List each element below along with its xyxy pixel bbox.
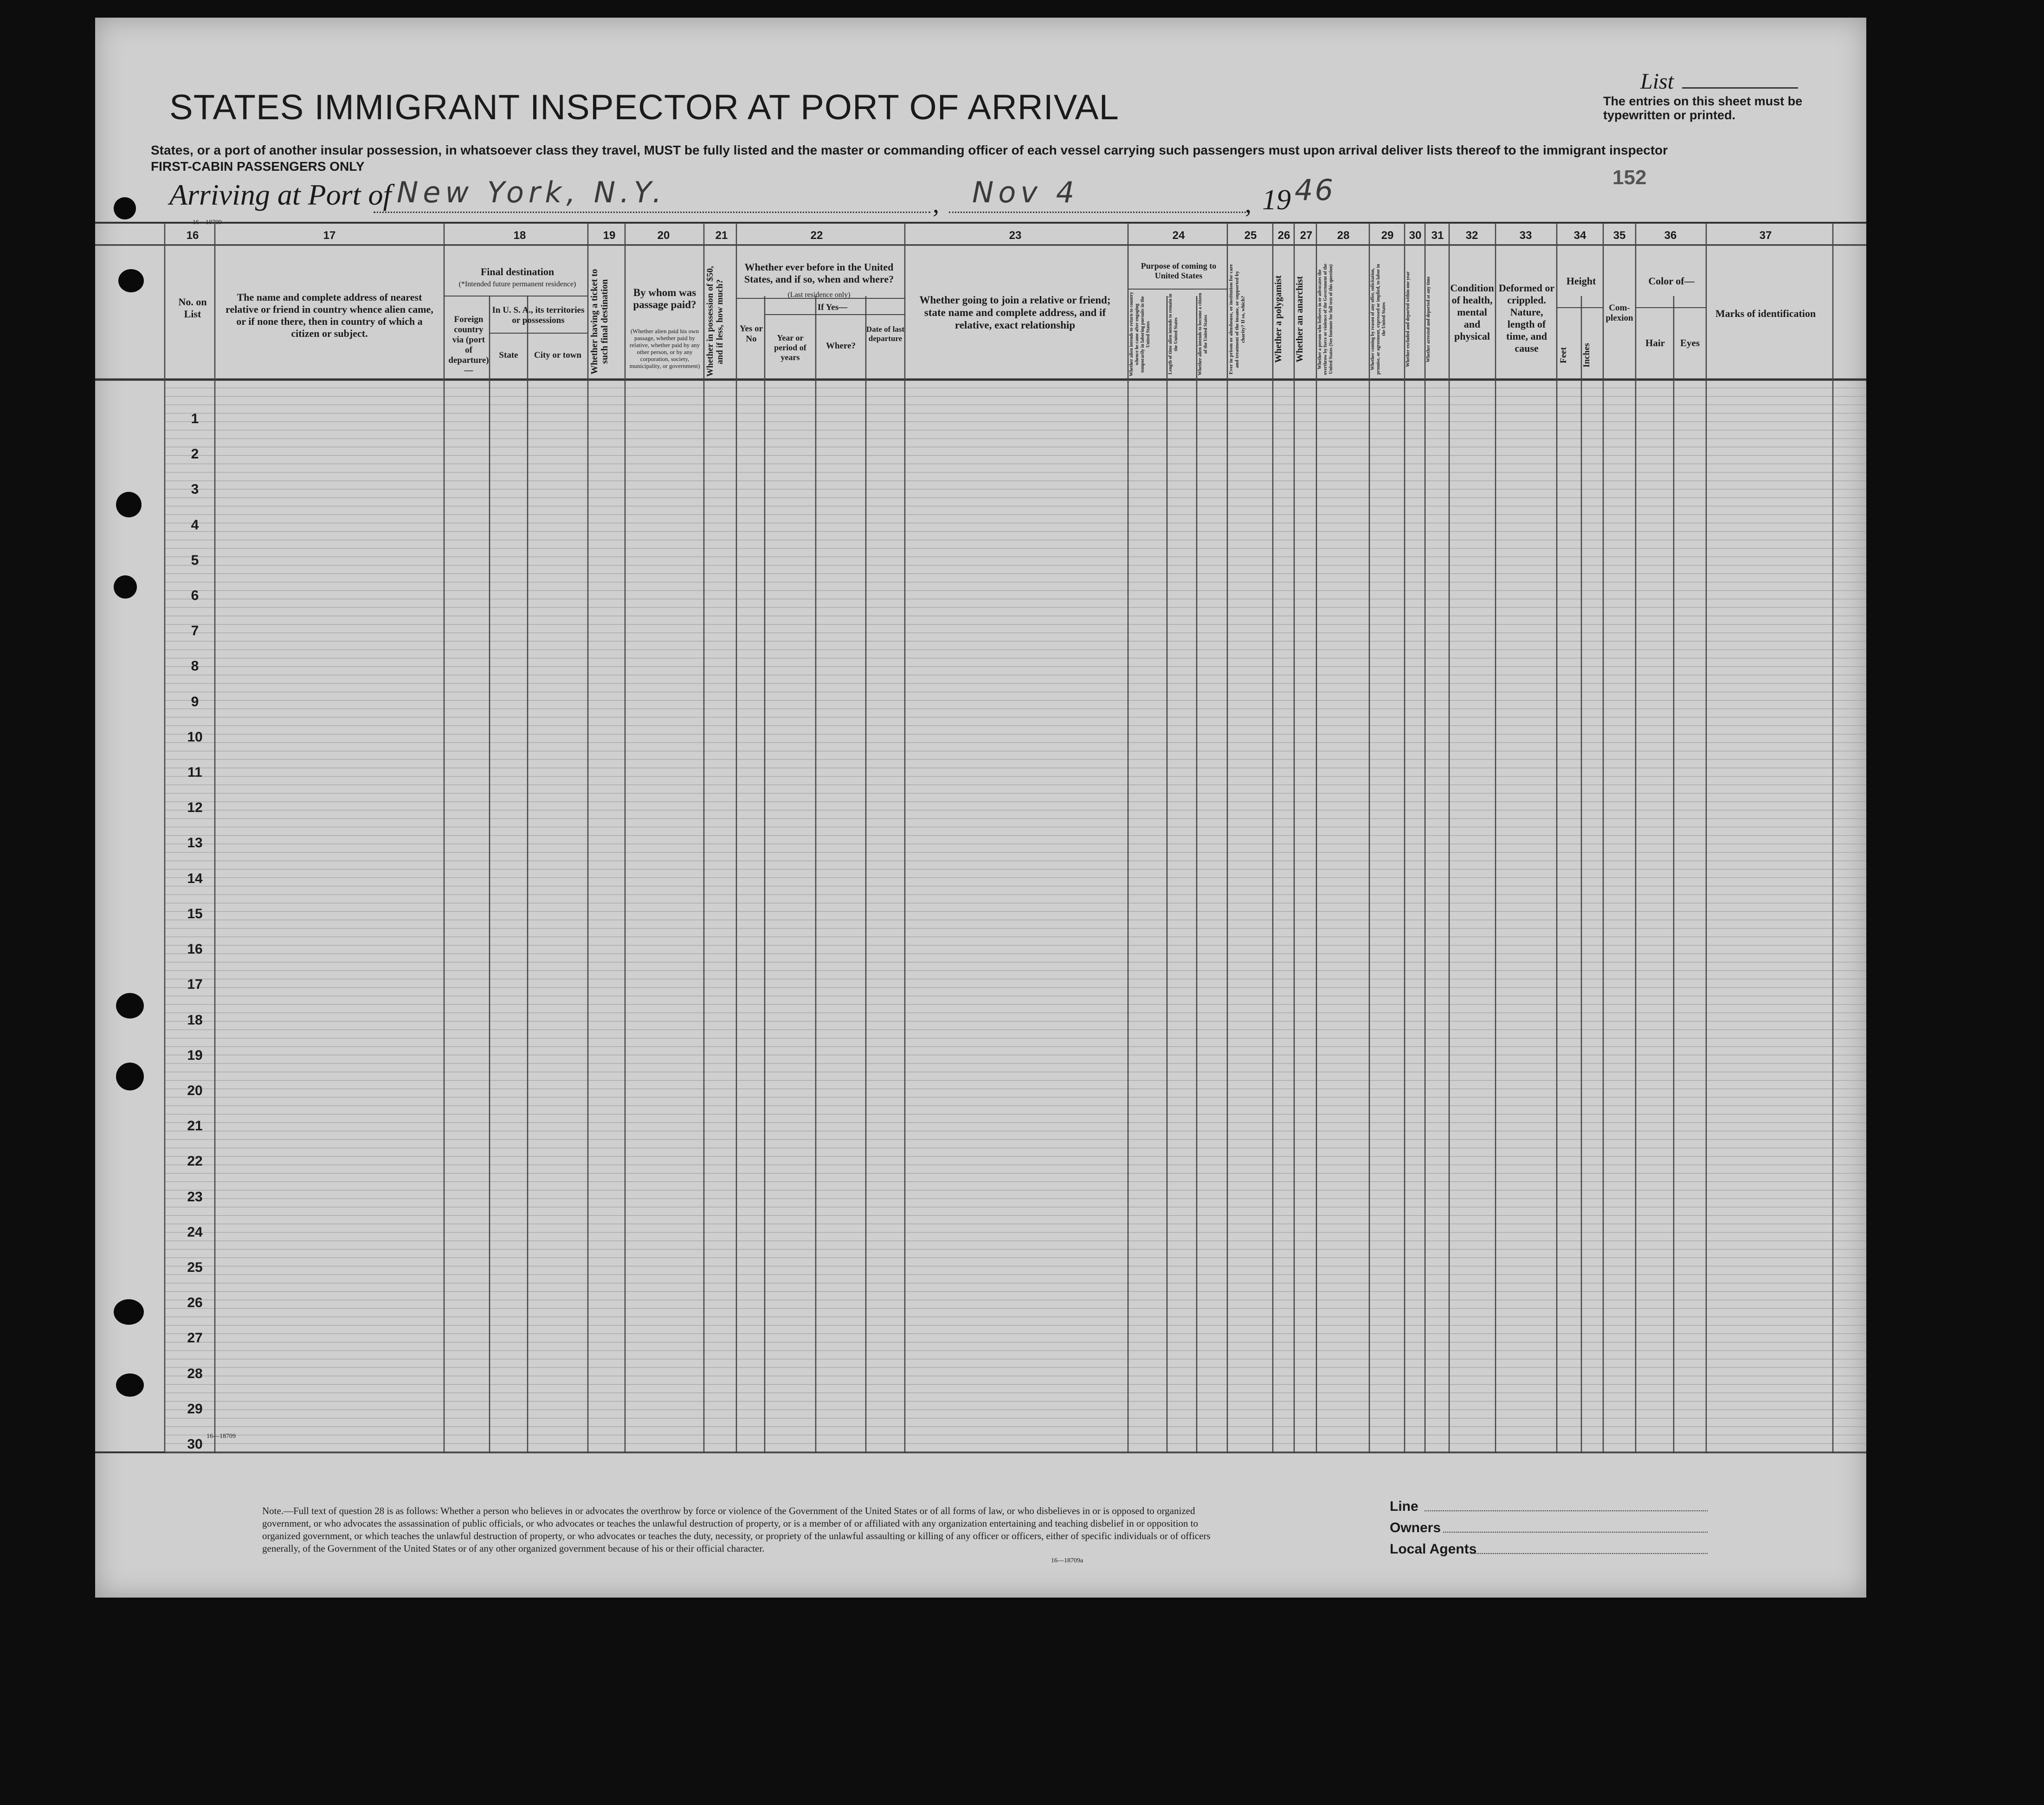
row-number: 17 [187, 977, 203, 993]
row-number: 2 [191, 446, 199, 462]
col-num-28: 28 [1337, 229, 1350, 242]
footnote: Note.—Full text of question 28 is as follows: Whether a person who believes in or advocates the overthrow by force or violence of the Government of the United States or of all forms of law, or who disbelieves in or is opposed to organized government, or who advocates the assassination of public officials, or who advocates or teaches the unlawful destruction of property, or is a member of or affiliated with any organization entertaining and teaching disbelief in or opposition to organized government, or which teaches the unlawful destruction of property, or who advocates or teaches the duty, necessity, or propriety of the unlawful assaulting or killing of any officer or officers, either of specific individuals or of officers generally, of the Government of the United States or of any other organized government because of his or their official character. [262, 1505, 1211, 1554]
agents-field [1471, 1553, 1708, 1554]
binder-hole [118, 269, 144, 292]
header-nearest-relative: The name and complete address of nearest relative or friend in country whence alien came, or if none there, then in country of which a citizen or subject. [226, 291, 433, 339]
list-label: List [1640, 69, 1674, 94]
binder-hole [116, 1373, 144, 1397]
header-period: Year or period of years [774, 333, 806, 362]
row-number: 16 [187, 941, 203, 957]
col-num-16: 16 [186, 229, 199, 242]
header-purpose-return: Whether alien intends to return to country whence he came after engaging temporarily in laboring pursuits in the United States [1129, 292, 1151, 377]
row-number: 8 [191, 658, 199, 674]
header-purpose-length: Length of time alien intends to remain in the United States [1168, 294, 1179, 375]
col-num-26: 26 [1277, 229, 1290, 242]
header-height: Height [1566, 275, 1596, 287]
col-num-27: 27 [1300, 229, 1313, 242]
header-purpose-citizen: Whether alien intends to become a citizen of the United States [1198, 293, 1208, 376]
col-num-22: 22 [810, 229, 823, 242]
col-num-36: 36 [1664, 229, 1677, 242]
header-health: Condition of health, mental and physical [1450, 282, 1494, 342]
row-number: 24 [187, 1224, 203, 1240]
owners-label: Owners [1390, 1520, 1441, 1535]
header-deformed: Deformed or crippled. Nature, length of time, and cause [1498, 282, 1555, 354]
row-number: 6 [191, 588, 199, 604]
row-number: 29 [187, 1401, 203, 1417]
sheet-number: 152 [1612, 166, 1647, 189]
port-value: New York, N.Y. [397, 175, 666, 209]
header-in-usa: In U. S. A., its territories or possessions [492, 305, 585, 325]
table-grid [95, 18, 1866, 1595]
header-feet: Feet [1559, 347, 1568, 363]
row-number: 25 [187, 1259, 203, 1275]
row-number: 13 [187, 835, 203, 851]
year-prefix: 19 [1262, 184, 1291, 216]
col-num-20: 20 [657, 229, 670, 242]
comma-separator-2: , [1245, 190, 1251, 219]
col-num-23: 23 [1009, 229, 1022, 242]
binder-hole [116, 993, 144, 1019]
col-num-35: 35 [1613, 229, 1626, 242]
binder-hole [114, 197, 136, 219]
header-eyes: Eyes [1680, 337, 1700, 348]
col-num-30: 30 [1409, 229, 1422, 242]
row-number: 20 [187, 1083, 203, 1098]
form-code-bottom: 16—18709a [1051, 1557, 1083, 1564]
row-number: 5 [191, 552, 199, 568]
col-num-37: 37 [1759, 229, 1772, 242]
header-hair: Hair [1645, 337, 1665, 348]
col-num-29: 29 [1381, 229, 1394, 242]
header-labor-offer: Whether coming by reason of any offer, solicitation, promise, or agreement, expressed or implied, to labor in the United States [1370, 264, 1386, 375]
col-num-32: 32 [1465, 229, 1478, 242]
header-complexion: Com-plexion [1606, 303, 1633, 323]
row-number: 11 [187, 765, 202, 780]
header-inches: Inches [1582, 343, 1592, 367]
header-polygamist: Whether a polygamist [1273, 275, 1283, 363]
header-passage-paid-note: (Whether alien paid his own passage, whether paid by relative, whether paid by any other person, or by any corporation, society, municipality, or government) [629, 328, 700, 369]
header-purpose: Purpose of coming to United States [1141, 261, 1217, 280]
row-number: 15 [187, 906, 203, 922]
col-num-34: 34 [1573, 229, 1586, 242]
date-value: Nov 4 [972, 175, 1079, 209]
header-ever-before-note: (Last residence only) [787, 291, 851, 299]
header-ticket: Whether having a ticket to such final destination [589, 269, 610, 374]
binder-hole [114, 1299, 144, 1325]
entries-note: The entries on this sheet must be typewritten or printed. [1603, 94, 1803, 122]
binder-hole [114, 575, 137, 599]
header-final-destination-note: (*Intended future permanent residence) [458, 280, 576, 288]
row-number: 1 [191, 411, 199, 426]
col-num-21: 21 [715, 229, 728, 242]
col-num-17: 17 [323, 229, 336, 242]
header-date-departure: Date of last departure [866, 325, 905, 343]
row-number: 9 [191, 694, 199, 709]
binder-hole [116, 492, 142, 517]
header-fifty-dollars: Whether in possession of $50, and if less, how much? [705, 266, 725, 377]
header-if-yes: If Yes— [817, 303, 848, 312]
line-label: Line [1390, 1499, 1419, 1514]
row-number: 7 [191, 623, 199, 639]
comma-separator: , [933, 190, 939, 219]
row-number: 18 [187, 1012, 203, 1028]
header-foreign-country: Foreign country via (port of departure)— [448, 315, 489, 375]
row-number: 21 [187, 1118, 203, 1134]
row-number: 10 [187, 729, 203, 745]
header-yes-no: Yes or No [739, 324, 763, 344]
header-color-of: Color of— [1648, 275, 1695, 287]
row-number: 4 [191, 517, 199, 533]
header-passage-paid: By whom was passage paid? [633, 287, 696, 310]
header-marks: Marks of identification [1715, 308, 1816, 319]
page-title: STATES IMMIGRANT INSPECTOR AT PORT OF ARRIVAL [169, 88, 1119, 127]
header-join-relative: Whether going to join a relative or friend; state name and complete address, and if relative, exact relationship [919, 294, 1111, 331]
row-number: 19 [187, 1047, 203, 1063]
header-no-on-list: No. on List [178, 296, 207, 320]
form-code: 16—18709 [193, 219, 222, 226]
row-number: 30 [187, 1437, 203, 1452]
instruction-line: States, or a port of another insular possession, in whatsoever class they travel, MUST be fully listed and the master or commanding officer of each vessel carrying such passengers must upon arrival deliver lists thereof to the immigrant inspector [151, 143, 1668, 157]
class-line: FIRST-CABIN PASSENGERS ONLY [151, 159, 365, 174]
owners-field [1443, 1532, 1708, 1533]
row-number: 27 [187, 1330, 203, 1346]
row-number: 22 [187, 1154, 203, 1169]
col-num-24: 24 [1172, 229, 1185, 242]
header-city: City or town [534, 350, 582, 360]
col-num-19: 19 [603, 229, 616, 242]
header-arrested: Whether arrested and deported at any time [1426, 276, 1431, 362]
col-num-18: 18 [513, 229, 526, 242]
agents-label: Local Agents [1390, 1541, 1477, 1557]
row-number: 28 [187, 1366, 203, 1381]
row-number: 23 [187, 1189, 203, 1205]
header-ever-before: Whether ever before in the United States, and if so, when and where? [744, 261, 894, 285]
row-number: 3 [191, 482, 199, 497]
row-number: 12 [187, 800, 203, 816]
col-num-31: 31 [1431, 229, 1444, 242]
header-prison: Ever in prison or almshouse, or institution for care and treatment of the insane, or supported by charity? If so, which? [1228, 264, 1246, 374]
header-excluded: Whether excluded and deported within one year [1406, 271, 1411, 367]
header-anarchist: Whether an anarchist [1295, 276, 1305, 362]
col-num-25: 25 [1244, 229, 1257, 242]
binder-hole [116, 1063, 144, 1090]
arriving-label: Arriving at Port of [169, 178, 392, 211]
row-number: 14 [187, 870, 203, 886]
header-final-destination: Final destination [480, 266, 555, 277]
header-state: State [499, 350, 518, 360]
line-field [1425, 1510, 1708, 1511]
form-code-footer: 16—18709 [206, 1433, 236, 1440]
manifest-sheet [95, 18, 1866, 1598]
row-number: 26 [187, 1295, 203, 1311]
header-overthrow: Whether a person who believes in or advocates the overthrow by force or violence of the Government of the United States (See footnote for full text of this question) [1317, 264, 1334, 375]
year-value: 46 [1295, 173, 1335, 207]
col-num-33: 33 [1519, 229, 1532, 242]
header-where: Where? [825, 341, 856, 351]
